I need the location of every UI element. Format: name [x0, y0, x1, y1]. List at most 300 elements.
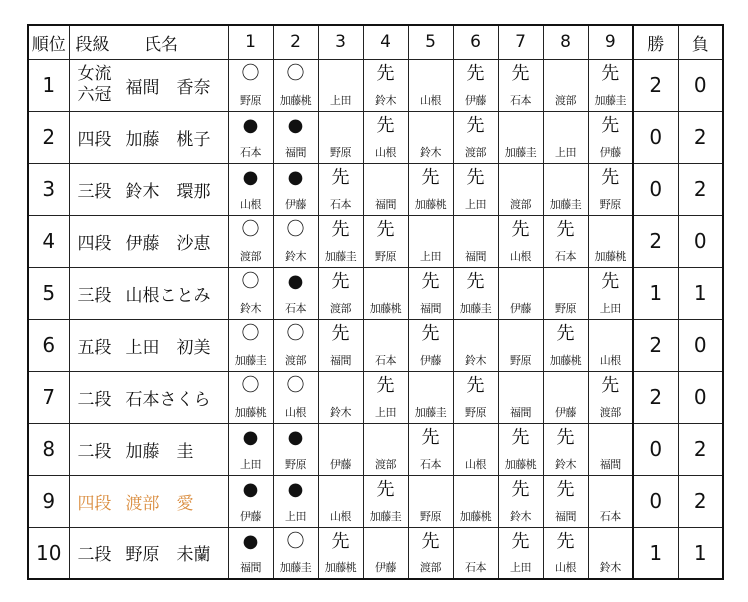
rank-cell: 2 [28, 111, 69, 163]
opponent-name: 伊藤 [240, 509, 261, 523]
opponent-name: 加藤圭 [279, 561, 312, 574]
game-cell-round-8 [543, 371, 588, 423]
game-cell-round-1 [228, 215, 273, 267]
rank-cell: 10 [28, 527, 69, 579]
rank-cell: 3 [28, 163, 69, 215]
game-cell-round-3 [318, 475, 363, 527]
opponent-name: 福間 [420, 301, 441, 315]
loss-count: 0 [678, 319, 723, 371]
header-round-4: 4 [363, 25, 408, 59]
header-name: 氏名 [114, 25, 228, 59]
opponent-name: 渡部 [510, 197, 531, 211]
game-cell-round-9 [588, 59, 633, 111]
game-cell-round-8 [543, 475, 588, 527]
game-cell-round-5 [408, 319, 453, 371]
opponent-name: 伊藤 [465, 93, 486, 107]
rank-cell: 8 [28, 423, 69, 475]
game-cell-round-8 [543, 267, 588, 319]
header-round-6: 6 [453, 25, 498, 59]
result-mark: 先 [466, 270, 485, 292]
result-mark: 先 [376, 114, 395, 136]
game-cell-round-5 [408, 371, 453, 423]
result-mark: 先 [556, 478, 575, 500]
opponent-name: 野原 [420, 509, 441, 523]
game-cell-round-7 [498, 527, 543, 579]
result-mark: 先 [376, 218, 395, 240]
player-cell [69, 59, 228, 111]
player-name: 石本さくら [125, 389, 211, 410]
opponent-name: 加藤桃 [279, 93, 312, 107]
table-row [28, 267, 723, 319]
player-name: 上田 初美 [125, 337, 211, 358]
header-row [28, 25, 723, 59]
result-mark: 先 [421, 166, 440, 188]
player-cell [69, 267, 228, 319]
game-cell-round-1 [228, 319, 273, 371]
loss-count: 0 [678, 371, 723, 423]
opponent-name: 加藤圭 [324, 249, 357, 263]
loss-count: 0 [678, 59, 723, 111]
game-cell-round-4 [363, 215, 408, 267]
result-mark: ● [242, 166, 259, 188]
result-mark: 先 [511, 530, 530, 552]
game-cell-round-3 [318, 267, 363, 319]
opponent-name: 鈴木 [599, 561, 621, 574]
game-cell-round-9 [588, 319, 633, 371]
loss-count: 2 [678, 475, 723, 527]
result-mark: 先 [511, 426, 530, 448]
player-name: 野原 未蘭 [125, 545, 211, 566]
player-cell [69, 163, 228, 215]
opponent-name: 加藤圭 [234, 353, 267, 367]
opponent-name: 石本 [420, 457, 441, 471]
player-name: 加藤 圭 [125, 441, 194, 462]
game-cell-round-1 [228, 163, 273, 215]
result-mark: ● [287, 478, 304, 500]
opponent-name: 伊藤 [599, 145, 621, 159]
game-cell-round-2 [273, 371, 318, 423]
player-name: 鈴木 環那 [125, 181, 211, 202]
win-count: 0 [633, 423, 678, 475]
game-cell-round-4 [363, 475, 408, 527]
game-cell-round-4 [363, 423, 408, 475]
game-cell-round-6 [453, 267, 498, 319]
game-cell-round-4 [363, 59, 408, 111]
opponent-name: 上田 [330, 93, 351, 107]
opponent-name: 上田 [510, 561, 531, 574]
game-cell-round-2 [273, 267, 318, 319]
game-cell-round-6 [453, 319, 498, 371]
opponent-name: 伊藤 [420, 353, 441, 367]
game-cell-round-5 [408, 423, 453, 475]
opponent-name: 鈴木 [555, 457, 576, 471]
opponent-name: 福間 [330, 353, 351, 367]
player-name: 福間 香奈 [125, 77, 211, 98]
opponent-name: 伊藤 [375, 561, 396, 574]
table-row [28, 371, 723, 423]
opponent-name: 加藤圭 [594, 93, 626, 107]
game-cell-round-1 [228, 527, 273, 579]
result-mark: 先 [601, 114, 620, 136]
table-row [28, 527, 723, 579]
result-mark: ● [287, 166, 304, 188]
win-count: 0 [633, 163, 678, 215]
game-cell-round-2 [273, 475, 318, 527]
opponent-name: 加藤圭 [414, 405, 447, 419]
game-cell-round-5 [408, 475, 453, 527]
loss-count: 1 [678, 267, 723, 319]
result-mark: ● [287, 114, 304, 136]
win-count: 0 [633, 475, 678, 527]
loss-count: 2 [678, 423, 723, 475]
game-cell-round-2 [273, 423, 318, 475]
game-cell-round-6 [453, 163, 498, 215]
opponent-name: 加藤圭 [369, 509, 402, 523]
result-mark: 先 [601, 166, 620, 188]
opponent-name: 石本 [330, 197, 351, 211]
opponent-name: 加藤桃 [369, 301, 402, 315]
game-cell-round-9 [588, 267, 633, 319]
opponent-name: 福間 [510, 405, 531, 419]
opponent-name: 野原 [465, 405, 486, 419]
result-mark: ● [242, 114, 259, 136]
game-cell-round-4 [363, 527, 408, 579]
game-cell-round-1 [228, 423, 273, 475]
game-cell-round-7 [498, 267, 543, 319]
opponent-name: 渡部 [420, 561, 441, 574]
result-mark: 先 [376, 374, 395, 396]
table-row [28, 163, 723, 215]
game-cell-round-1 [228, 59, 273, 111]
game-cell-round-6 [453, 215, 498, 267]
opponent-name: 渡部 [599, 405, 621, 419]
game-cell-round-6 [453, 371, 498, 423]
table-row [28, 319, 723, 371]
game-cell-round-4 [363, 163, 408, 215]
opponent-name: 石本 [599, 509, 621, 523]
result-mark: 〇 [286, 218, 305, 240]
result-mark: 〇 [286, 530, 305, 552]
game-cell-round-3 [318, 319, 363, 371]
result-mark: ● [242, 478, 259, 500]
win-count: 0 [633, 111, 678, 163]
table-row [28, 423, 723, 475]
opponent-name: 福間 [240, 561, 261, 574]
opponent-name: 野原 [285, 457, 306, 471]
game-cell-round-7 [498, 475, 543, 527]
rank-cell: 6 [28, 319, 69, 371]
result-mark: ● [242, 426, 259, 448]
result-mark: ● [287, 426, 304, 448]
opponent-name: 鈴木 [285, 249, 306, 263]
player-title: 二段 [77, 545, 112, 566]
header-round-9: 9 [588, 25, 633, 59]
game-cell-round-2 [273, 527, 318, 579]
game-cell-round-8 [543, 163, 588, 215]
game-cell-round-7 [498, 423, 543, 475]
game-cell-round-6 [453, 59, 498, 111]
opponent-name: 鈴木 [375, 93, 396, 107]
result-mark: 〇 [241, 270, 260, 292]
game-cell-round-4 [363, 319, 408, 371]
result-mark: 先 [421, 270, 440, 292]
opponent-name: 伊藤 [330, 457, 351, 471]
opponent-name: 加藤桃 [504, 457, 537, 471]
result-mark: ● [242, 530, 259, 552]
result-mark: 先 [556, 218, 575, 240]
game-cell-round-8 [543, 423, 588, 475]
win-count: 2 [633, 371, 678, 423]
opponent-name: 上田 [465, 197, 486, 211]
win-count: 2 [633, 215, 678, 267]
header-round-7: 7 [498, 25, 543, 59]
opponent-name: 山根 [420, 93, 441, 107]
opponent-name: 石本 [465, 561, 486, 574]
result-mark: 〇 [241, 374, 260, 396]
header-round-5: 5 [408, 25, 453, 59]
header-round-1: 1 [228, 25, 273, 59]
game-cell-round-2 [273, 59, 318, 111]
loss-count: 2 [678, 163, 723, 215]
opponent-name: 福間 [465, 249, 486, 263]
result-mark: 先 [331, 166, 350, 188]
game-cell-round-1 [228, 267, 273, 319]
result-mark: ● [287, 270, 304, 292]
result-mark: 先 [466, 62, 485, 84]
opponent-name: 加藤桃 [324, 561, 357, 574]
result-mark: 〇 [241, 322, 260, 344]
player-title: 四段 [77, 233, 112, 254]
result-mark: 先 [421, 426, 440, 448]
game-cell-round-7 [498, 215, 543, 267]
game-cell-round-7 [498, 163, 543, 215]
opponent-name: 野原 [240, 93, 261, 107]
opponent-name: 上田 [555, 145, 576, 159]
opponent-name: 福間 [285, 145, 306, 159]
game-cell-round-1 [228, 111, 273, 163]
opponent-name: 上田 [240, 457, 261, 471]
result-mark: 先 [601, 374, 620, 396]
rank-cell: 5 [28, 267, 69, 319]
header-win: 勝 [633, 25, 678, 59]
game-cell-round-7 [498, 371, 543, 423]
player-title: 四段 [77, 493, 112, 514]
game-cell-round-8 [543, 319, 588, 371]
result-mark: 〇 [241, 62, 260, 84]
opponent-name: 上田 [599, 301, 621, 315]
player-name: 加藤 桃子 [125, 129, 211, 150]
opponent-name: 渡部 [375, 457, 396, 471]
opponent-name: 渡部 [465, 145, 486, 159]
result-mark: 先 [331, 218, 350, 240]
game-cell-round-6 [453, 475, 498, 527]
game-cell-round-6 [453, 423, 498, 475]
table-row [28, 215, 723, 267]
game-cell-round-2 [273, 111, 318, 163]
player-title: 二段 [77, 389, 112, 410]
game-cell-round-7 [498, 111, 543, 163]
game-cell-round-3 [318, 111, 363, 163]
opponent-name: 加藤圭 [549, 197, 582, 211]
game-cell-round-4 [363, 267, 408, 319]
player-name: 渡部 愛 [125, 493, 194, 514]
win-count: 2 [633, 59, 678, 111]
player-title: 三段 [77, 285, 112, 306]
opponent-name: 加藤圭 [459, 301, 492, 315]
rank-cell: 1 [28, 59, 69, 111]
game-cell-round-9 [588, 527, 633, 579]
opponent-name: 鈴木 [330, 405, 351, 419]
header-round-2: 2 [273, 25, 318, 59]
player-title: 四段 [77, 129, 112, 150]
player-cell [69, 215, 228, 267]
result-mark: 先 [376, 62, 395, 84]
game-cell-round-1 [228, 475, 273, 527]
game-cell-round-3 [318, 371, 363, 423]
header-round-8: 8 [543, 25, 588, 59]
result-mark: 先 [331, 322, 350, 344]
game-cell-round-1 [228, 371, 273, 423]
opponent-name: 加藤桃 [414, 197, 447, 211]
player-title: 五段 [77, 337, 112, 358]
result-mark: 先 [511, 62, 530, 84]
game-cell-round-2 [273, 163, 318, 215]
result-mark: 先 [466, 114, 485, 136]
opponent-name: 上田 [375, 405, 396, 419]
opponent-name: 加藤桃 [459, 509, 492, 523]
player-name: 伊藤 沙恵 [125, 233, 211, 254]
result-mark: 先 [331, 530, 350, 552]
opponent-name: 伊藤 [555, 405, 576, 419]
opponent-name: 上田 [420, 249, 441, 263]
opponent-name: 伊藤 [285, 197, 306, 211]
game-cell-round-8 [543, 59, 588, 111]
game-cell-round-7 [498, 59, 543, 111]
rank-cell: 7 [28, 371, 69, 423]
player-cell [69, 371, 228, 423]
result-mark: 先 [601, 62, 620, 84]
result-mark: 先 [376, 478, 395, 500]
game-cell-round-4 [363, 111, 408, 163]
opponent-name: 野原 [375, 249, 396, 263]
player-title: 女流 六冠 [77, 64, 112, 105]
opponent-name: 山根 [465, 457, 486, 471]
opponent-name: 山根 [599, 353, 621, 367]
opponent-name: 福間 [555, 509, 576, 523]
result-mark: 先 [466, 374, 485, 396]
win-count: 1 [633, 527, 678, 579]
result-mark: 先 [421, 530, 440, 552]
opponent-name: 山根 [330, 509, 351, 523]
opponent-name: 福間 [599, 457, 621, 471]
game-cell-round-2 [273, 215, 318, 267]
game-cell-round-3 [318, 215, 363, 267]
result-mark: 先 [331, 270, 350, 292]
player-cell [69, 527, 228, 579]
game-cell-round-9 [588, 163, 633, 215]
loss-count: 1 [678, 527, 723, 579]
game-cell-round-6 [453, 111, 498, 163]
opponent-name: 山根 [510, 249, 531, 263]
game-cell-round-6 [453, 527, 498, 579]
player-cell [69, 475, 228, 527]
game-cell-round-3 [318, 59, 363, 111]
opponent-name: 渡部 [555, 93, 576, 107]
player-name: 山根ことみ [125, 285, 211, 306]
opponent-name: 山根 [240, 197, 261, 211]
result-mark: 先 [601, 270, 620, 292]
opponent-name: 石本 [240, 145, 261, 159]
result-mark: 〇 [286, 62, 305, 84]
game-cell-round-9 [588, 475, 633, 527]
result-mark: 先 [556, 322, 575, 344]
header-loss: 負 [678, 25, 723, 59]
table-row [28, 111, 723, 163]
game-cell-round-3 [318, 527, 363, 579]
table-row [28, 59, 723, 111]
opponent-name: 鈴木 [240, 301, 261, 315]
opponent-name: 加藤桃 [594, 249, 626, 263]
opponent-name: 加藤桃 [234, 405, 267, 419]
opponent-name: 渡部 [285, 353, 306, 367]
opponent-name: 伊藤 [510, 301, 531, 315]
opponent-name: 山根 [555, 561, 576, 574]
game-cell-round-9 [588, 111, 633, 163]
game-cell-round-9 [588, 371, 633, 423]
rank-cell: 9 [28, 475, 69, 527]
opponent-name: 加藤桃 [549, 353, 582, 367]
opponent-name: 鈴木 [465, 353, 486, 367]
game-cell-round-8 [543, 111, 588, 163]
opponent-name: 石本 [375, 353, 396, 367]
opponent-name: 野原 [555, 301, 576, 315]
win-count: 1 [633, 267, 678, 319]
game-cell-round-5 [408, 267, 453, 319]
loss-count: 2 [678, 111, 723, 163]
standings-table [27, 24, 724, 580]
opponent-name: 渡部 [330, 301, 351, 315]
player-cell [69, 111, 228, 163]
player-title: 二段 [77, 441, 112, 462]
result-mark: 先 [421, 322, 440, 344]
game-cell-round-5 [408, 163, 453, 215]
result-mark: 〇 [286, 322, 305, 344]
opponent-name: 鈴木 [420, 145, 441, 159]
game-cell-round-9 [588, 215, 633, 267]
result-mark: 先 [511, 218, 530, 240]
win-count: 2 [633, 319, 678, 371]
opponent-name: 石本 [510, 93, 531, 107]
rank-cell: 4 [28, 215, 69, 267]
opponent-name: 石本 [555, 249, 576, 263]
game-cell-round-9 [588, 423, 633, 475]
game-cell-round-3 [318, 163, 363, 215]
result-mark: 先 [556, 530, 575, 552]
game-cell-round-5 [408, 111, 453, 163]
opponent-name: 野原 [510, 353, 531, 367]
result-mark: 先 [556, 426, 575, 448]
game-cell-round-8 [543, 527, 588, 579]
opponent-name: 野原 [599, 197, 621, 211]
loss-count: 0 [678, 215, 723, 267]
opponent-name: 野原 [330, 145, 351, 159]
player-cell [69, 423, 228, 475]
player-cell [69, 319, 228, 371]
result-mark: 〇 [286, 374, 305, 396]
player-title: 三段 [77, 181, 112, 202]
game-cell-round-7 [498, 319, 543, 371]
opponent-name: 鈴木 [510, 509, 531, 523]
